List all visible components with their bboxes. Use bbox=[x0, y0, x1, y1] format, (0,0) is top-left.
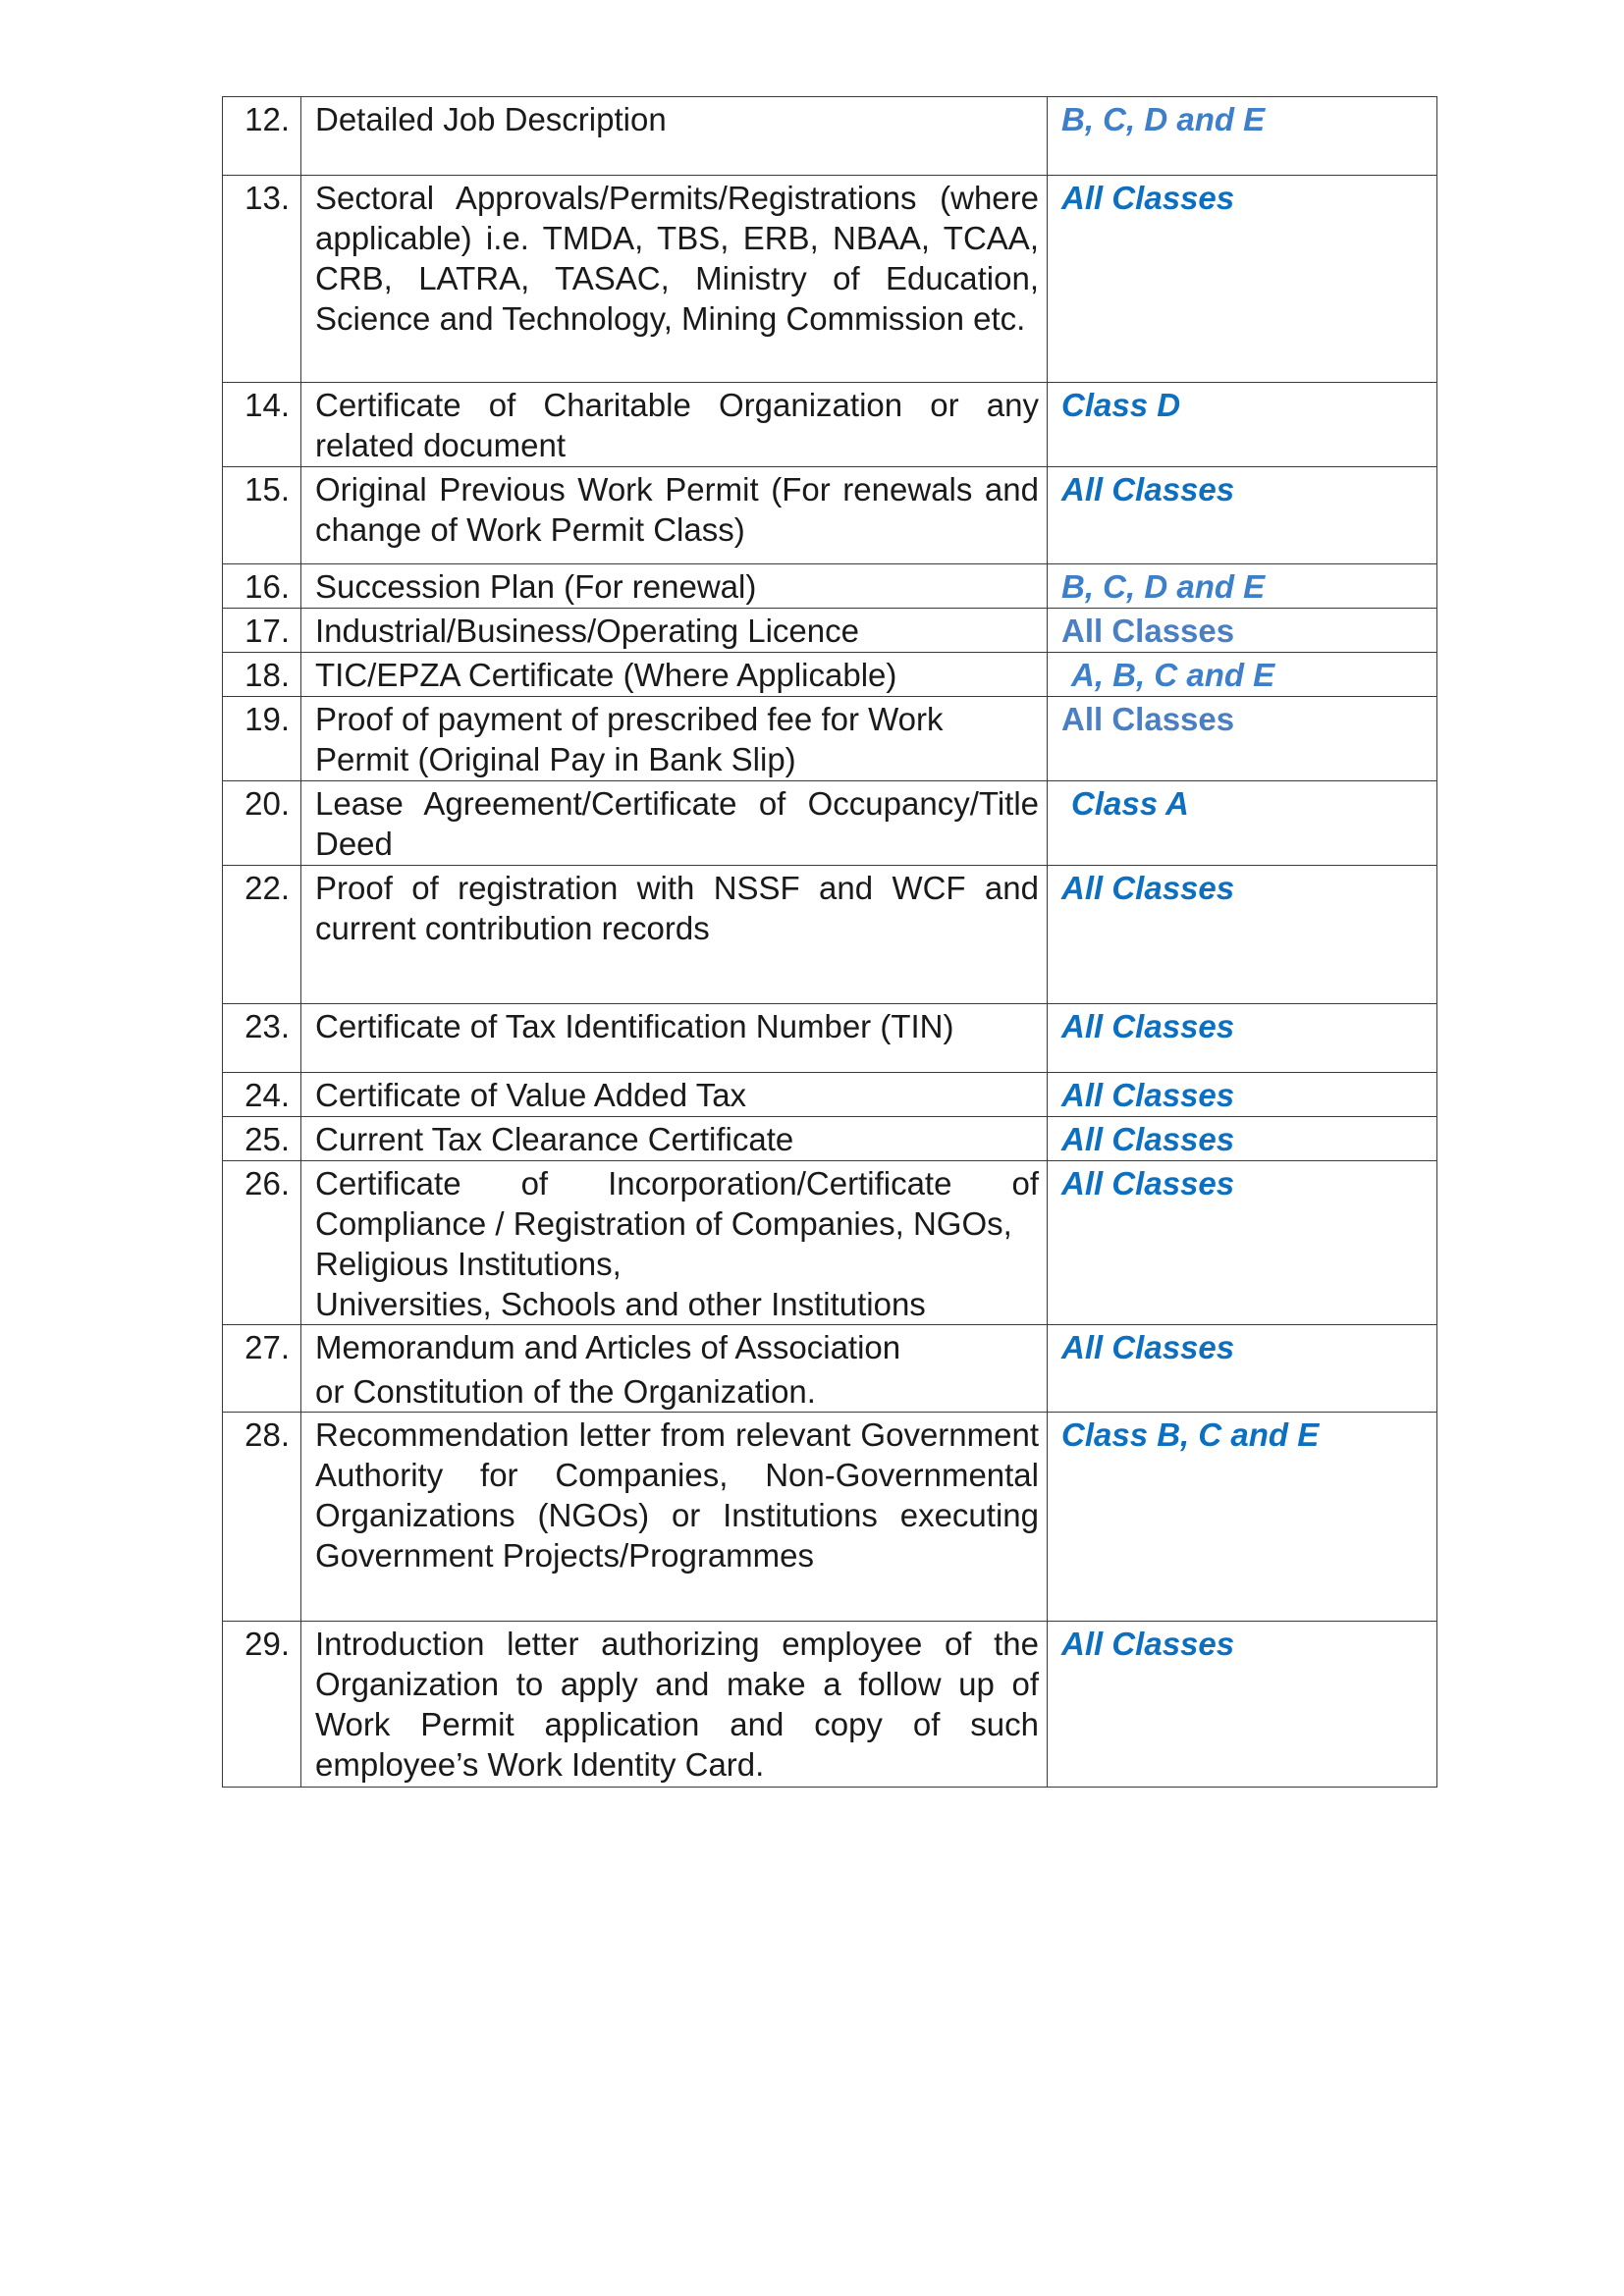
row-number: 28. bbox=[223, 1413, 301, 1622]
row-description: Lease Agreement/Certificate of Occupancy/Title Deed bbox=[315, 785, 1039, 862]
row-classes: Class D bbox=[1048, 383, 1437, 467]
table-row bbox=[223, 97, 1437, 176]
table-row bbox=[223, 1325, 1437, 1413]
row-description: Succession Plan (For renewal) bbox=[301, 564, 1048, 609]
table-row bbox=[223, 609, 1437, 653]
row-description: Detailed Job Description bbox=[301, 97, 1048, 176]
description-line: or Constitution of the Organization. bbox=[315, 1373, 816, 1410]
row-description: TIC/EPZA Certificate (Where Applicable) bbox=[301, 653, 1048, 697]
table-row bbox=[223, 1117, 1437, 1161]
row-number: 13. bbox=[223, 176, 301, 383]
row-description: Certificate of Charitable Organization or any related document bbox=[315, 387, 1039, 463]
description-line: Religious Institutions, bbox=[315, 1246, 622, 1282]
description-line: Certificate of Incorporation/Certificate of Compliance / Registration of Companies, NGOs, bbox=[315, 1165, 1039, 1242]
row-number: 23. bbox=[223, 1004, 301, 1073]
row-number: 16. bbox=[223, 564, 301, 609]
row-number: 12. bbox=[223, 97, 301, 176]
table-row bbox=[223, 176, 1437, 383]
row-classes: Class A bbox=[1048, 781, 1437, 866]
table-row bbox=[223, 564, 1437, 609]
requirements-table bbox=[222, 96, 1437, 1788]
row-description: Proof of registration with NSSF and WCF and current contribution records bbox=[315, 870, 1039, 946]
row-number: 14. bbox=[223, 383, 301, 467]
row-classes: All Classes bbox=[1048, 609, 1437, 653]
row-classes: B, C, D and E bbox=[1048, 97, 1437, 176]
row-number: 24. bbox=[223, 1073, 301, 1117]
row-description bbox=[301, 1325, 1048, 1413]
description-line: Universities, Schools and other Institutions bbox=[315, 1286, 926, 1322]
row-number: 15. bbox=[223, 467, 301, 564]
row-classes: All Classes bbox=[1048, 467, 1437, 564]
row-classes: All Classes bbox=[1048, 1325, 1437, 1413]
row-description: Recommendation letter from relevant Government Authority for Companies, Non-Governmental Organizations (NGOs) or Institutions executing Government Projects/Programmes bbox=[315, 1416, 1039, 1574]
row-number: 19. bbox=[223, 697, 301, 781]
row-number: 22. bbox=[223, 866, 301, 1004]
table-row bbox=[223, 1004, 1437, 1073]
row-classes: All Classes bbox=[1048, 697, 1437, 781]
row-description: Sectoral Approvals/Permits/Registrations (where applicable) i.e. TMDA, TBS, ERB, NBAA, TCAA, CRB, LATRA, TASAC, Ministry of Education, Science and Technology, Mining Commission etc. bbox=[315, 180, 1039, 337]
table-row bbox=[223, 866, 1437, 1004]
row-classes: All Classes bbox=[1048, 1622, 1437, 1788]
row-number: 27. bbox=[223, 1325, 301, 1413]
table-row bbox=[223, 781, 1437, 866]
table-row bbox=[223, 467, 1437, 564]
row-classes: B, C, D and E bbox=[1048, 564, 1437, 609]
row-number: 29. bbox=[223, 1622, 301, 1788]
row-description: Proof of payment of prescribed fee for Work Permit (Original Pay in Bank Slip) bbox=[301, 697, 1048, 781]
table-row bbox=[223, 653, 1437, 697]
row-classes: All Classes bbox=[1048, 866, 1437, 1004]
row-classes: All Classes bbox=[1048, 1161, 1437, 1325]
row-classes: Class B, C and E bbox=[1048, 1413, 1437, 1622]
row-number: 20. bbox=[223, 781, 301, 866]
row-description: Original Previous Work Permit (For renewals and change of Work Permit Class) bbox=[315, 471, 1039, 548]
row-number: 17. bbox=[223, 609, 301, 653]
row-description: Industrial/Business/Operating Licence bbox=[301, 609, 1048, 653]
table-row bbox=[223, 1622, 1437, 1788]
row-classes: All Classes bbox=[1048, 1117, 1437, 1161]
table-row bbox=[223, 1073, 1437, 1117]
table-row bbox=[223, 1161, 1437, 1325]
row-classes: All Classes bbox=[1048, 1004, 1437, 1073]
table-row bbox=[223, 1413, 1437, 1622]
table-row bbox=[223, 697, 1437, 781]
row-number: 26. bbox=[223, 1161, 301, 1325]
row-description bbox=[301, 1161, 1048, 1325]
row-description: Introduction letter authorizing employee of the Organization to apply and make a follow up of Work Permit application and copy of such employee’s Work Identity Card. bbox=[315, 1626, 1039, 1783]
row-classes: A, B, C and E bbox=[1048, 653, 1437, 697]
row-description: Current Tax Clearance Certificate bbox=[301, 1117, 1048, 1161]
row-classes: All Classes bbox=[1048, 1073, 1437, 1117]
row-classes: All Classes bbox=[1048, 176, 1437, 383]
row-description: Certificate of Value Added Tax bbox=[301, 1073, 1048, 1117]
row-description: Certificate of Tax Identification Number (TIN) bbox=[301, 1004, 1048, 1073]
row-number: 25. bbox=[223, 1117, 301, 1161]
row-number: 18. bbox=[223, 653, 301, 697]
table-row bbox=[223, 383, 1437, 467]
description-line: Memorandum and Articles of Association bbox=[315, 1329, 901, 1365]
